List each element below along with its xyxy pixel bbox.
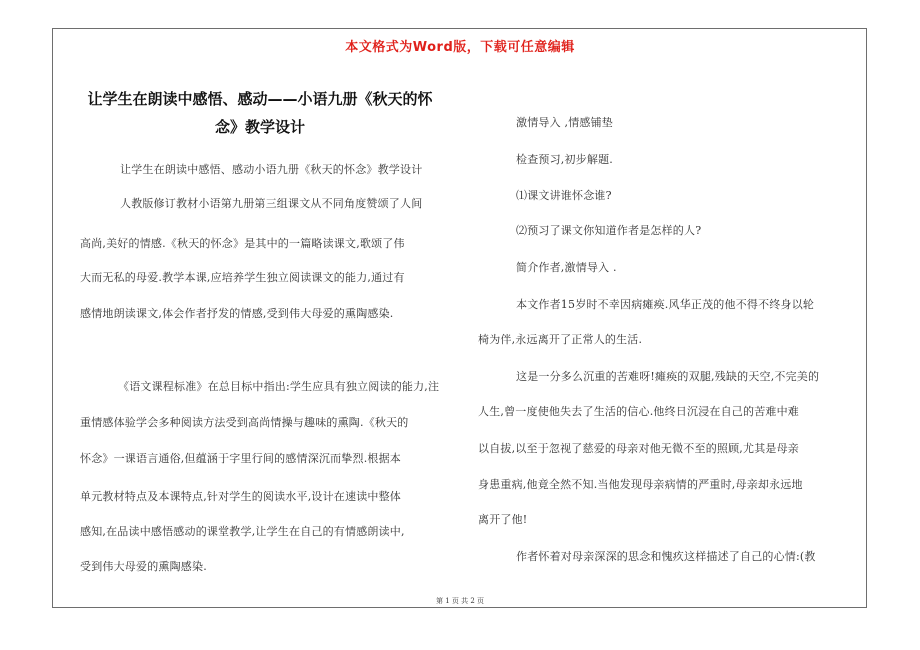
document-title-line1: 让学生在朗读中感悟、感动——小语九册《秋天的怀 — [87, 90, 433, 108]
right-paragraph-line: 椅为伴,永远离开了正常人的生活. — [478, 333, 643, 346]
page-number-footer: 第 1 页 共 2 页 — [435, 597, 485, 605]
left-paragraph-line: 受到伟大母爱的熏陶感染. — [80, 560, 207, 573]
left-paragraph-line: 怀念》一课语言通俗,但蕴涵于字里行间的感情深沉而挚烈.根据本 — [80, 452, 401, 465]
left-paragraph-line: 《语文课程标准》在总目标中指出:学生应具有独立阅读的能力,注 — [118, 380, 440, 393]
right-paragraph-line: 作者怀着对母亲深深的思念和愧疚这样描述了自己的心情:(教 — [516, 550, 816, 563]
right-paragraph-line: ⑴课文讲谁怀念谁? — [516, 189, 612, 202]
left-paragraph-line: 感情地朗读课文,体会作者抒发的情感,受到伟大母爱的熏陶感染. — [80, 307, 394, 320]
left-paragraph-line: 重情感体验学会多种阅读方法受到高尚情操与趣味的熏陶.《秋天的 — [80, 416, 409, 429]
left-paragraph-line: 单元教材特点及本课特点,针对学生的阅读水平,设计在速读中整体 — [80, 490, 401, 503]
word-format-banner: 本文格式为Word版，下载可任意编辑 — [345, 40, 575, 55]
left-paragraph-line: 大而无私的母爱.教学本课,应培养学生独立阅读课文的能力,通过有 — [80, 271, 405, 284]
right-paragraph-line: 离开了他! — [478, 513, 528, 526]
right-paragraph-line: 检查预习,初步解题. — [516, 153, 613, 166]
right-paragraph-line: 本文作者15岁时不幸因病瘫痪.风华正茂的他不得不终身以轮 — [516, 298, 815, 311]
left-paragraph-line: 高尚,美好的情感.《秋天的怀念》是其中的一篇略读课文,歌颂了伟 — [80, 237, 405, 250]
right-paragraph-line: 简介作者,激情导入 . — [516, 261, 617, 274]
right-paragraph-line: 激情导入 ,情感铺垫 — [516, 116, 613, 129]
left-paragraph-line: 感知,在品读中感悟感动的课堂教学,让学生在自己的有情感朗读中, — [80, 525, 405, 538]
right-paragraph-line: 身患重病,他竟全然不知.当他发现母亲病情的严重时,母亲却永远地 — [478, 478, 803, 491]
document-title-line2: 念》教学设计 — [214, 118, 305, 136]
left-paragraph-line: 让学生在朗读中感悟、感动小语九册《秋天的怀念》教学设计 — [120, 163, 423, 176]
left-paragraph-line: 人教版修订教材小语第九册第三组课文从不同角度赞颂了人间 — [120, 197, 423, 210]
right-paragraph-line: 以自拔,以至于忽视了慈爱的母亲对他无微不至的照顾,尤其是母亲 — [478, 442, 799, 455]
right-paragraph-line: 这是一分多么沉重的苦难呀!瘫痪的双腿,残缺的天空,不完美的 — [516, 370, 820, 383]
right-paragraph-line: ⑵预习了课文你知道作者是怎样的人? — [516, 224, 702, 237]
right-paragraph-line: 人生,曾一度使他失去了生活的信心.他终日沉浸在自己的苦难中难 — [478, 405, 799, 418]
